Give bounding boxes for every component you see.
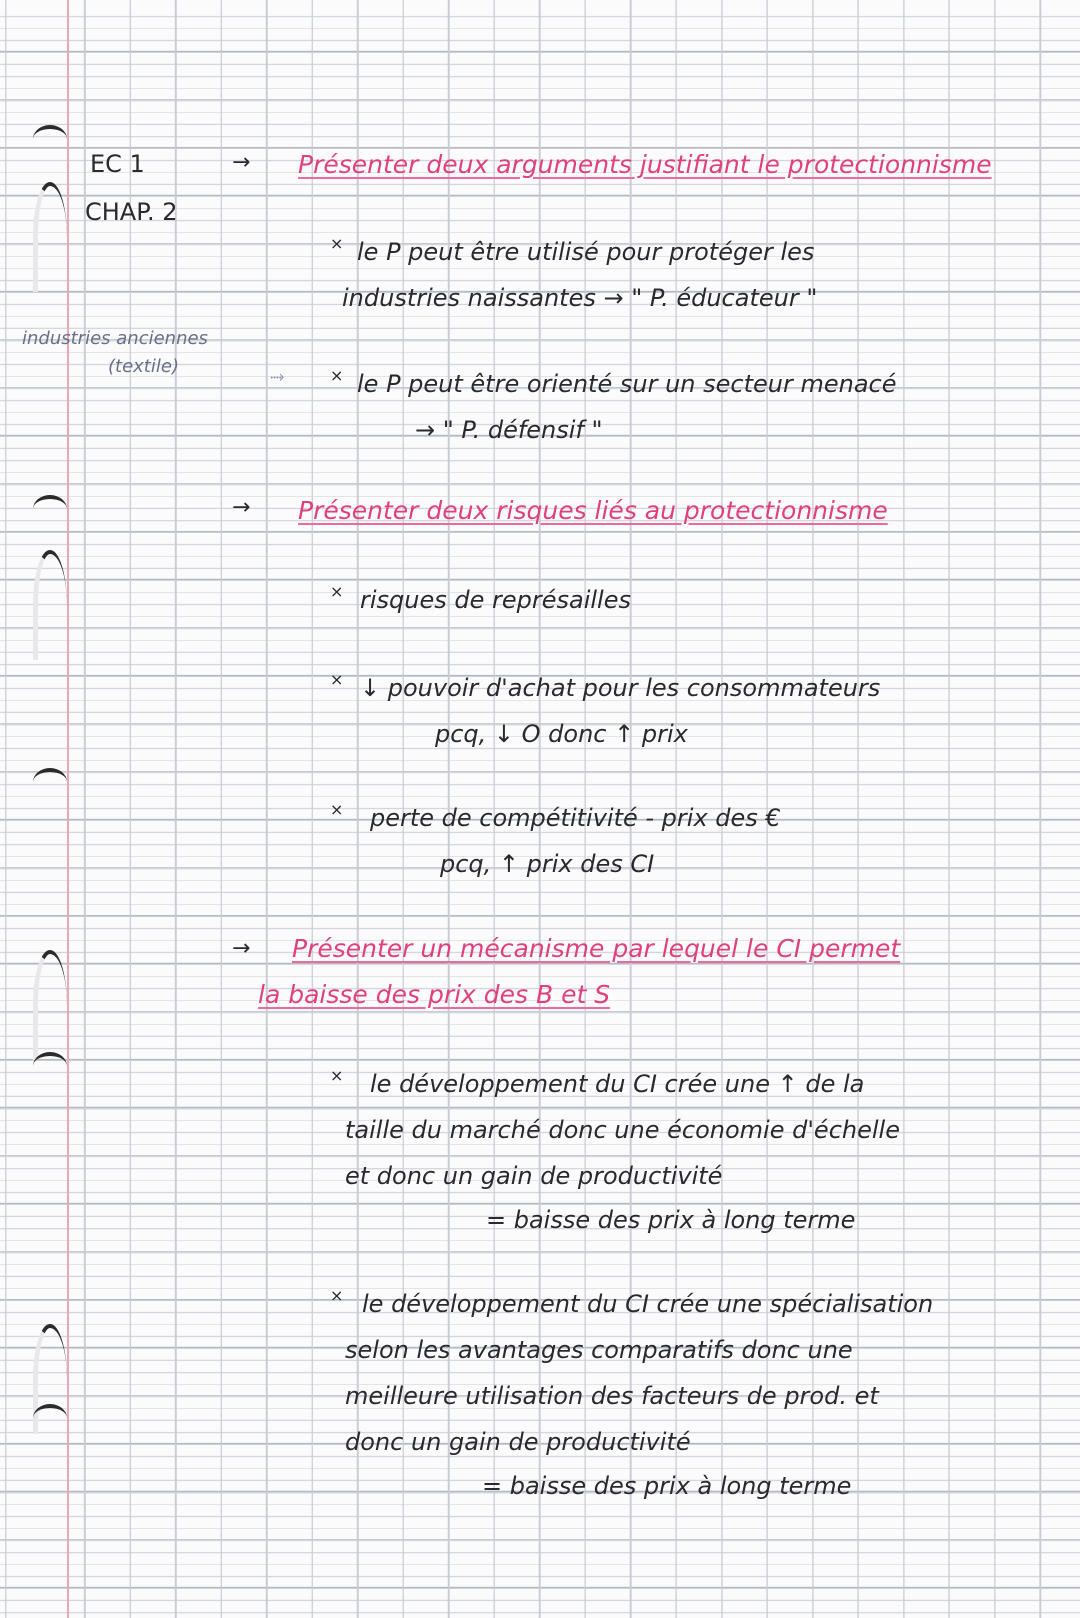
- item-line: pcq, ↓ O donc ↑ prix: [435, 720, 688, 748]
- question-2: Présenter deux risques liés au protectionnisme: [298, 496, 888, 525]
- item-line: → " P. défensif ": [415, 416, 603, 444]
- item-line: pcq, ↑ prix des CI: [440, 850, 655, 878]
- binder-hole: [33, 182, 67, 292]
- item-line: risques de représailles: [360, 586, 631, 614]
- item-line: industries naissantes → " P. éducateur ": [342, 284, 818, 312]
- item-line: le développement du CI crée une spécialisation: [362, 1290, 934, 1318]
- item-line: selon les avantages comparatifs donc une: [345, 1336, 853, 1364]
- margin-note-line2: (textile): [108, 356, 179, 377]
- item-line: = baisse des prix à long terme: [482, 1472, 852, 1500]
- item-line: ↓ pouvoir d'achat pour les consommateurs: [360, 674, 881, 702]
- bullet-icon: ×: [330, 1286, 344, 1305]
- item-line: donc un gain de productivité: [345, 1428, 691, 1456]
- binder-hole: [33, 125, 67, 153]
- arrow-icon: →: [232, 150, 251, 175]
- bullet-icon: ×: [330, 800, 344, 819]
- binder-hole: [33, 768, 67, 796]
- item-line: taille du marché donc une économie d'échelle: [345, 1116, 900, 1144]
- course-label: EC 1: [90, 150, 145, 178]
- item-line: le développement du CI crée une ↑ de la: [370, 1070, 865, 1098]
- item-line: et donc un gain de productivité: [345, 1162, 723, 1190]
- binder-hole: [33, 495, 67, 523]
- arrow-icon: →: [232, 936, 251, 961]
- binder-hole: [33, 550, 67, 660]
- item-line: meilleure utilisation des facteurs de prod. et: [345, 1382, 879, 1410]
- bullet-icon: ×: [330, 366, 344, 385]
- item-line: le P peut être orienté sur un secteur menacé: [357, 370, 897, 398]
- binder-hole: [33, 1052, 67, 1080]
- bullet-icon: ×: [330, 582, 344, 601]
- arrow-icon: →: [232, 495, 251, 520]
- binder-hole: [33, 950, 67, 1060]
- question-1: Présenter deux arguments justifiant le protectionnisme: [298, 150, 992, 179]
- question-3-line2: la baisse des prix des B et S: [258, 980, 611, 1009]
- bullet-icon: ×: [330, 670, 344, 689]
- bullet-icon: ×: [330, 234, 344, 253]
- bullet-icon: ×: [330, 1066, 344, 1085]
- item-line: perte de compétitivité - prix des €: [370, 804, 781, 832]
- binder-hole: [33, 1404, 67, 1432]
- margin-arrow-icon: ⤑: [270, 366, 285, 387]
- item-line: le P peut être utilisé pour protéger les: [357, 238, 815, 266]
- item-line: = baisse des prix à long terme: [486, 1206, 856, 1234]
- question-3-line1: Présenter un mécanisme par lequel le CI permet: [292, 934, 901, 963]
- chapter-label: CHAP. 2: [85, 198, 178, 226]
- margin-note-line1: industries anciennes: [22, 328, 208, 349]
